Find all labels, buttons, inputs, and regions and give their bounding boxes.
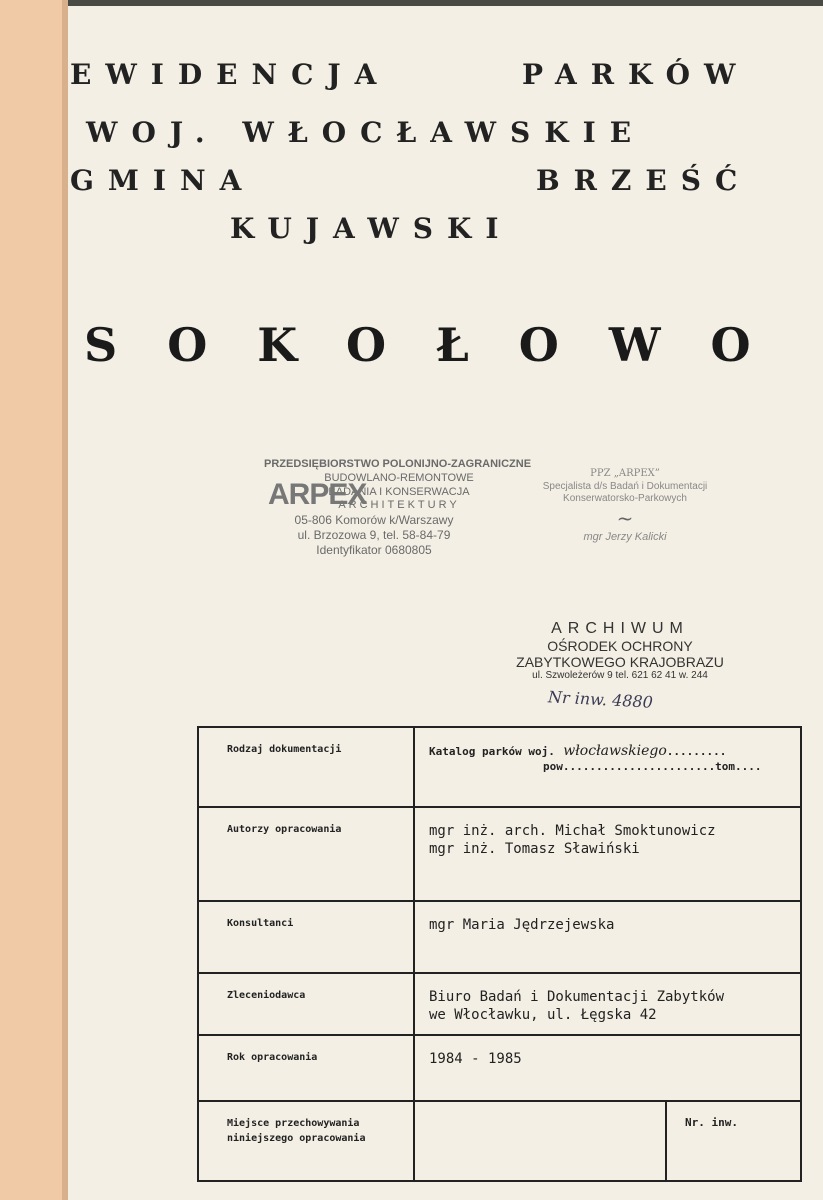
arpex-stamp-line4: ARCHITEKTURY (338, 499, 460, 512)
arpex-logo: ARPEX (268, 478, 367, 511)
form-value: 1984 - 1985 (414, 1035, 801, 1101)
form-row-type (198, 727, 801, 807)
form-label: Zleceniodawca (198, 973, 414, 1035)
signature: ~ (616, 505, 634, 530)
ppz-title: PPZ „ARPEX” (590, 468, 660, 479)
form-label: Miejsce przechowywania niniejszego opracowania (198, 1101, 414, 1181)
inv-divider (665, 1102, 667, 1180)
arpex-stamp-line3: BADANIA I KONSERWACJA (328, 485, 470, 498)
client-line2: we Włocławku, ul. Łęgska 42 (429, 1007, 657, 1024)
form-row-location (198, 1101, 801, 1181)
ppz-signature-name: mgr Jerzy Kalicki (583, 530, 667, 543)
arpex-address2: ul. Brzozowa 9, tel. 58-84-79 (297, 528, 451, 542)
binding-strip (0, 0, 66, 1200)
type-handwritten: włocławskiego (563, 743, 667, 759)
archive-stamp (515, 620, 725, 681)
ppz-stamp (520, 468, 730, 544)
header-brzesc: BRZEŚĆ (536, 164, 752, 197)
form-value (414, 1101, 801, 1181)
form-value (414, 807, 801, 901)
inv-label: Nr. inw. (685, 1116, 738, 1129)
arpex-stamp-line1: PRZEDSIĘBIORSTWO POLONIJNO-ZAGRANICZNE (264, 458, 532, 470)
header-kujawski: KUJAWSKI (230, 212, 513, 245)
form-value: Katalog parków woj. włocławskiego......... pow.......................tom.... (414, 727, 801, 807)
form-label: Rok opracowania (198, 1035, 414, 1101)
ppz-line2: Konserwatorsko-Parkowych (563, 493, 687, 504)
form-row-year (198, 1035, 801, 1101)
form-value: mgr Maria Jędrzejewska (414, 901, 801, 973)
form-row-authors (198, 807, 801, 901)
inventory-number: Nr inw. 4880 (547, 687, 654, 712)
header-evidence: EWIDENCJA (70, 58, 391, 91)
archive-line2: OŚRODEK OCHRONY (547, 638, 693, 654)
form-value (414, 973, 801, 1035)
form-row-consultants (198, 901, 801, 973)
page-title: SOKOŁOWO (84, 318, 801, 372)
arpex-stamp (264, 458, 532, 558)
archive-line3: ZABYTKOWEGO KRAJOBRAZU (516, 654, 724, 670)
header-gmina: GMINA (70, 164, 256, 197)
archive-line1: ARCHIWUM (551, 620, 689, 637)
form-label: Konsultanci (198, 901, 414, 973)
author-1: mgr inż. arch. Michał Smoktunowicz (429, 823, 716, 839)
arpex-address1: 05-806 Komorów k/Warszawy (294, 513, 454, 527)
author-2: mgr inż. Tomasz Sławiński (429, 841, 640, 858)
form-row-client (198, 973, 801, 1035)
type-line2: pow.......................tom.... (543, 760, 762, 774)
arpex-identifier: Identyfikator 0680805 (316, 543, 432, 557)
form-label: Rodzaj dokumentacji (198, 727, 414, 807)
header-voivodeship: WOJ. WŁOCŁAWSKIE (86, 116, 646, 149)
ppz-line1: Specjalista d/s Badań i Dokumentacji (542, 480, 708, 492)
arpex-stamp-line2: BUDOWLANO-REMONTOWE (324, 471, 474, 484)
form-label: Autorzy opracowania (198, 807, 414, 901)
type-prefix: Katalog parków woj. (429, 745, 555, 758)
archive-line4: ul. Szwoleżerów 9 tel. 621 62 41 w. 244 (532, 670, 708, 681)
document-form-table (197, 726, 802, 1182)
header-parks: PARKÓW (522, 58, 750, 91)
client-line1: Biuro Badań i Dokumentacji Zabytków (429, 989, 725, 1005)
